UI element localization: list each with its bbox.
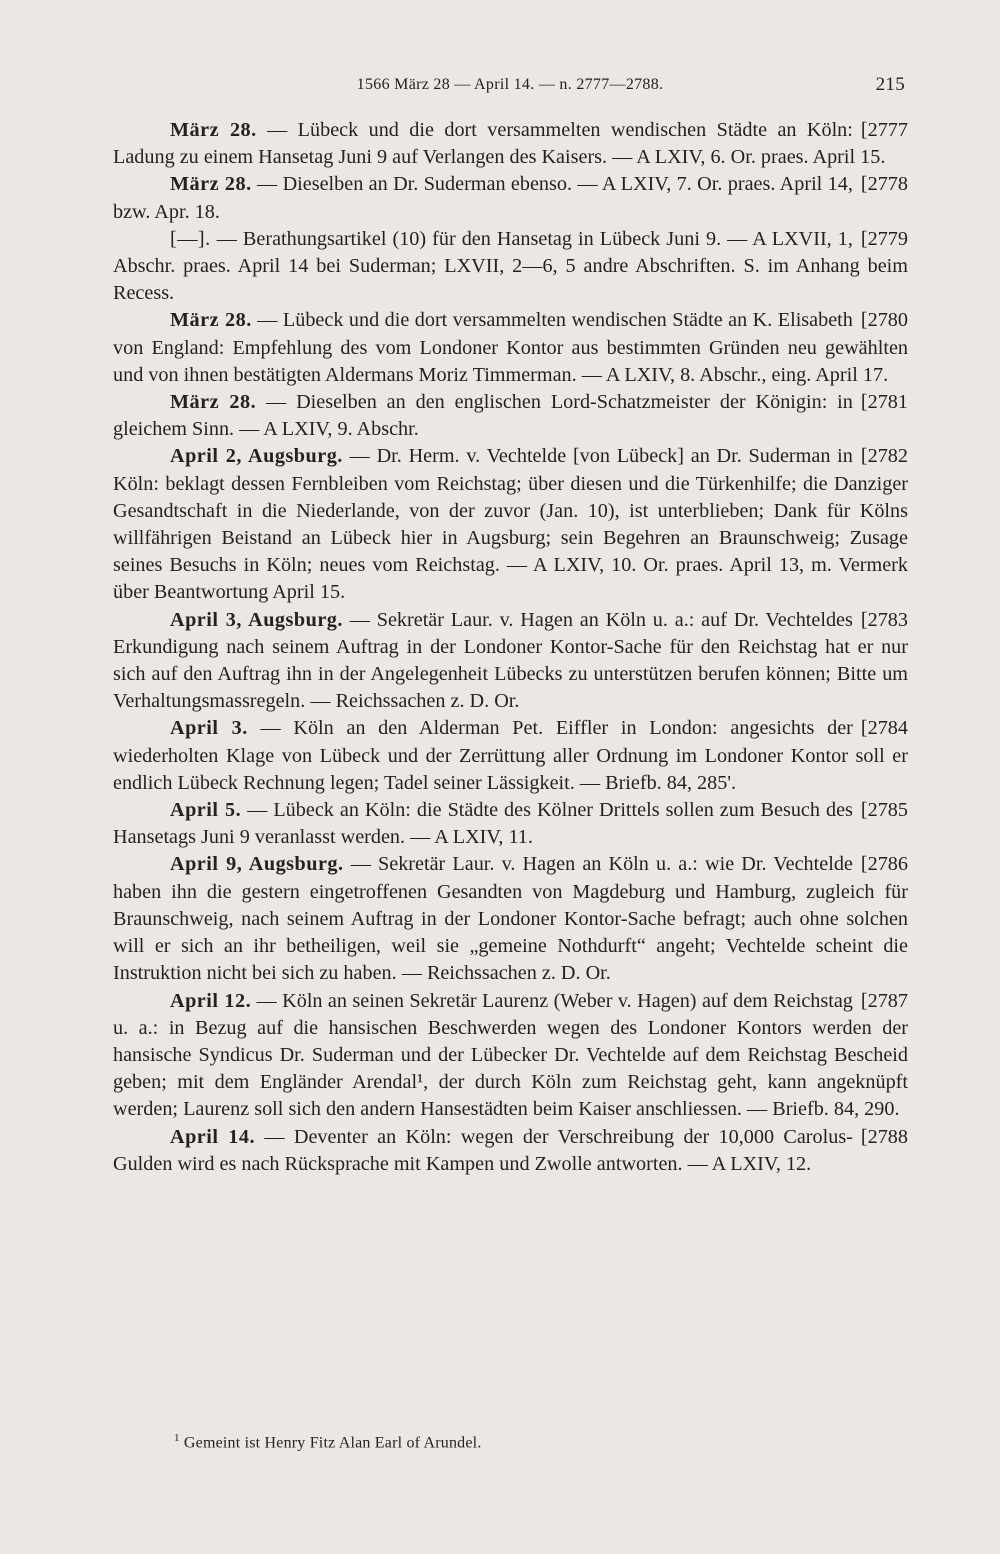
entry-text: — Dr. Herm. v. Vechtelde [von Lübeck] an Dr. Suderman in Köln: beklagt dessen Fernbleiben vom Reichstag; über diesen und die Türkenhilfe; die Danziger Gesandtschaft in die Niederlande, von der zuvor (Jan. 10), ist unterblieben; Dank für Kölns willfährigen Beistand an Lübeck hier in Augsburg; sein Begehren an Braunschweig; Zusage seines Besuchs in Köln; neues vom Reichstag. — A LXIV, 10. Or. praes. April 13, m. Vermerk über Beantwortung April 15. <box>113 445 908 604</box>
entry-number: [2777 <box>860 119 908 141</box>
entry-2788 <box>113 1124 908 1178</box>
entry-2781 <box>113 389 908 443</box>
entry-number: [2786 <box>860 853 908 876</box>
page-number: 215 <box>875 74 905 95</box>
entry-2780 <box>113 307 908 389</box>
entry-text: — Sekretär Laur. v. Hagen an Köln u. a.: auf Dr. Vechteldes Erkundigung nach seinem Auftrag in der Londoner Kontor-Sache für den Reichstag hat er nur sich auf den Auftrag ihn in der Angelegenheit Lübecks zu unterstützen berufen können; Bitte um Verhaltungsmassregeln. — Reichssachen z. D. Or. <box>113 608 908 713</box>
entry-date: April 14. <box>170 1125 256 1148</box>
entry-2777 <box>113 117 908 171</box>
page-header <box>115 72 905 100</box>
entry-text: — Dieselben an den englischen Lord-Schatzmeister der Königin: in gleichem Sinn. — A LXIV, 9. Abschr. <box>113 391 853 441</box>
entry-text: — Köln an den Alderman Pet. Eiffler in London: angesichts der wiederholten Klage von Lübeck und der Zerrüttung aller Ordnung im Londoner Kontor soll er endlich Lübeck Rechnung legen; Tadel seiner Lässigkeit. — Briefb. 84, 285'. <box>113 717 908 794</box>
entry-number: [2787 <box>860 989 908 1012</box>
entry-text: — Köln an seinen Sekretär Laurenz (Weber v. Hagen) auf dem Reichstag u. a.: in Bezug auf die hansischen Beschwerden wegen des Londoner Kontors werden der hansische Syndicus Dr. Suderman und der Lübecker Dr. Vechtelde auf dem Reichstag Bescheid geben; mit dem Engländer Arendal¹, der durch Köln zum Reichstag geht, kann angeknüpft werden; Laurenz soll sich den andern Hansestädten beim Kaiser anschliessen. — Briefb. 84, 290. <box>113 989 908 1121</box>
footnote <box>174 1432 482 1452</box>
entry-2783 <box>113 607 908 716</box>
entry-date: März 28. <box>170 173 252 196</box>
entry-date: März 28. <box>170 309 252 332</box>
entry-number: [2785 <box>860 799 908 822</box>
entry-2784 <box>113 715 908 797</box>
entry-text: — Dieselben an Dr. Suderman ebenso. — A LXIV, 7. Or. praes. April 14, bzw. Apr. 18. <box>113 173 853 223</box>
entry-date: April 3. <box>170 717 248 740</box>
entry-number: [2782 <box>860 445 908 468</box>
entry-2785 <box>113 797 908 851</box>
entry-2782 <box>113 443 908 606</box>
entry-text: — Lübeck an Köln: die Städte des Kölner Drittels sollen zum Besuch des Hansetags Juni 9 veranlasst werden. — A LXIV, 11. <box>113 799 853 849</box>
entries-list <box>113 117 908 1178</box>
entry-date: April 5. <box>170 799 242 822</box>
entry-date: April 9, Augsburg. <box>170 853 344 876</box>
entry-date: April 12. <box>170 989 252 1012</box>
entry-date: März 28. <box>170 391 257 414</box>
entry-text: — Sekretär Laur. v. Hagen an Köln u. a.: wie Dr. Vechtelde haben ihn die gestern eingetroffenen Gesandten von Magdeburg und Hamburg, zugleich für Braunschweig, nach seinem Auftrag in der Londoner Kontor-Sache befragt; auch ohne solchen will er sich an ihr betheiligen, weil sie „gemeine Nothdurft“ angeht; Vechtelde scheint die Instruktion nicht bei sich zu haben. — Reichssachen z. D. Or. <box>113 853 908 985</box>
entry-number: [2788 <box>860 1125 908 1148</box>
entry-date: April 2, Augsburg. <box>170 445 343 468</box>
footnote-text: Gemeint ist Henry Fitz Alan Earl of Arundel. <box>179 1434 482 1452</box>
entry-2779 <box>113 226 908 308</box>
entry-date: [—]. <box>170 227 211 250</box>
entry-number: [2783 <box>860 608 908 631</box>
entry-2787 <box>113 988 908 1124</box>
entry-date: März 28. <box>170 119 257 141</box>
entry-2786 <box>113 851 908 987</box>
entry-text: — Lübeck und die dort versammelten wendischen Städte an Köln: Ladung zu einem Hansetag Juni 9 auf Verlangen des Kaisers. — A LXIV, 6. Or. praes. April 15. <box>113 119 886 169</box>
entry-number: [2779 <box>860 227 908 250</box>
entry-number: [2781 <box>860 391 908 414</box>
entry-number: [2784 <box>860 717 908 740</box>
entry-text: — Berathungsartikel (10) für den Hansetag in Lübeck Juni 9. — A LXVII, 1, Abschr. praes. April 14 bei Suderman; LXVII, 2—6, 5 andre Abschriften. S. im Anhang beim Recess. <box>113 227 908 305</box>
entry-2778 <box>113 171 908 225</box>
footnote-marker: 1 <box>174 1432 180 1444</box>
entry-date: April 3, Augsburg. <box>170 608 343 631</box>
entry-text: — Lübeck und die dort versammelten wendischen Städte an K. Elisabeth von England: Empfehlung des vom Londoner Kontor aus bestimmten Gründen neu gewählten und von ihnen bestätigten Aldermans Moriz Timmerman. — A LXIV, 8. Abschr., eing. April 17. <box>113 309 908 386</box>
entry-number: [2780 <box>860 309 908 332</box>
running-title: 1566 März 28 — April 14. — n. 2777—2788. <box>356 76 664 93</box>
entry-text: — Deventer an Köln: wegen der Verschreibung der 10,000 Carolus-Gulden wird es nach Rücksprache mit Kampen und Zwolle antworten. — A LXIV, 12. <box>113 1125 853 1175</box>
entry-number: [2778 <box>860 173 908 196</box>
